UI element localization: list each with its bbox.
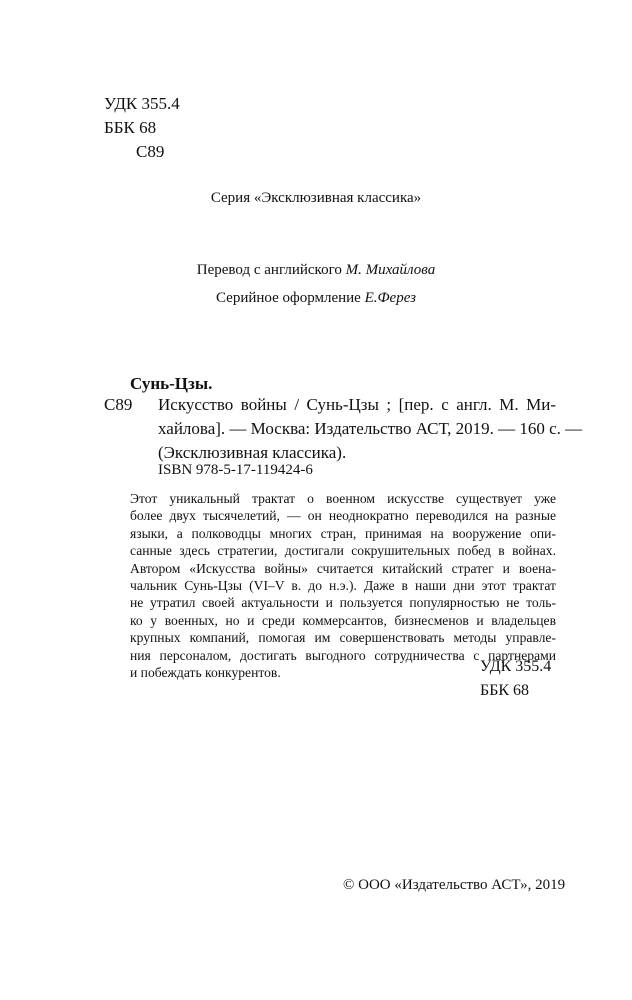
series-line: Серия «Эксклюзивная классика» xyxy=(210,190,422,206)
classification-codes-bottom xyxy=(480,655,551,703)
annotation-line: более двух тысячелетий, — он неоднократно переводился на разные xyxy=(130,508,556,524)
bib-line-2: хайлова]. — Москва: Издательство АСТ, 2019. — 160 с. — xyxy=(158,419,583,438)
design-label: Серийное оформление xyxy=(215,290,361,306)
annotation-line: чальник Сунь-Цзы (VI–V в. до н.э.). Даже в наши дни этот трактат xyxy=(130,578,556,594)
bib-code: С89 xyxy=(104,395,133,414)
annotation-line: и побеждать конкурентов. xyxy=(130,665,281,681)
annotation-line: санные здесь стратегии, достигали сокрушительных побед в войнах. xyxy=(130,543,556,559)
annotation-line: языки, а полководцы многих стран, принимая на вооружение опи- xyxy=(130,525,556,541)
udk-code-bottom: УДК 355.4 xyxy=(480,658,552,675)
author-heading: Сунь-Цзы. xyxy=(130,374,213,393)
author-sign: С89 xyxy=(136,142,165,161)
classification-codes xyxy=(104,92,180,164)
annotation-line: крупных компаний, помогая им совершенствовать методы управле- xyxy=(130,630,556,646)
annotation-line: Автором «Искусства войны» считается китайский стратег и воена- xyxy=(130,560,556,576)
annotation-line: Этот уникальный трактат о военном искусстве существует уже xyxy=(130,491,556,506)
annotation-line: не утратил своей актуальности и пользуется популярностью не толь- xyxy=(130,595,556,611)
isbn: ISBN 978-5-17-119424-6 xyxy=(158,462,313,478)
annotation-line: ко у военных, но и среди коммерсантов, бизнесменов и владельцев xyxy=(130,612,556,628)
bbk-code: ББК 68 xyxy=(104,118,157,137)
bib-line-3: (Эксклюзивная классика). xyxy=(158,443,347,462)
copyright-notice: © ООО «Издательство АСТ», 2019 xyxy=(343,877,566,893)
translator-name: М. Михайлова xyxy=(345,262,436,278)
annotation-line: ния персоналом, достигать выгодного сотрудничества с партнерами xyxy=(130,647,556,663)
design-credit xyxy=(0,290,632,307)
translation-credit xyxy=(0,262,632,279)
bibliographic-record xyxy=(158,393,583,465)
designer-name: Е.Ферез xyxy=(364,290,417,306)
bib-line-1: Искусство войны / Сунь-Цзы ; [пер. с англ. М. Ми- xyxy=(158,395,556,414)
translation-label: Перевод с английского xyxy=(196,262,342,278)
annotation xyxy=(130,490,556,681)
bbk-code-bottom: ББК 68 xyxy=(480,682,530,699)
udk-code: УДК 355.4 xyxy=(104,94,180,113)
